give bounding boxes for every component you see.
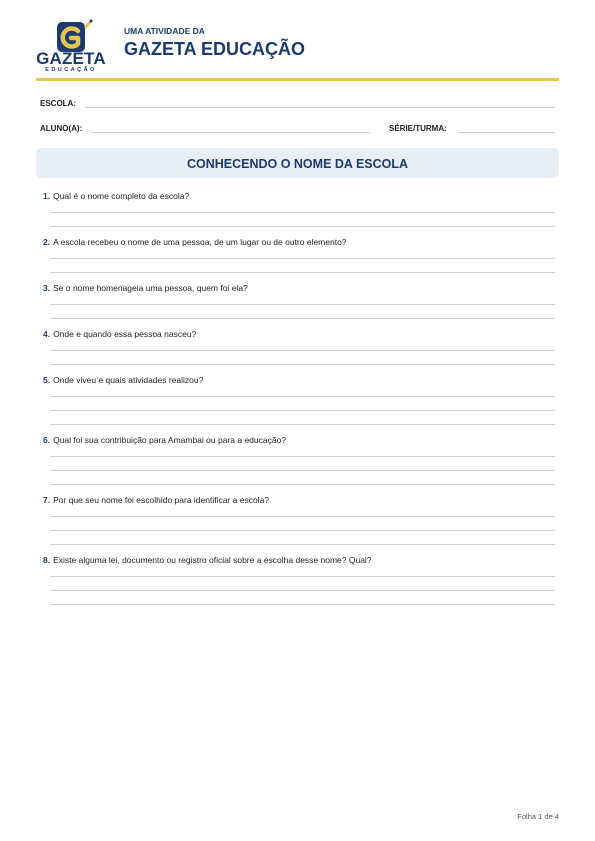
escola-label: ESCOLA: <box>40 99 76 108</box>
question-number: 3. <box>43 283 51 293</box>
question-3 <box>43 283 248 293</box>
question-text: Onde viveu e quais atividades realizou? <box>53 375 204 385</box>
question-number: 1. <box>43 191 51 201</box>
question-6 <box>43 435 286 445</box>
section-title: CONHECENDO O NOME DA ESCOLA <box>186 157 409 171</box>
answer-line[interactable] <box>50 456 555 457</box>
question-5 <box>43 375 203 385</box>
answer-line[interactable] <box>50 604 555 605</box>
question-number: 5. <box>43 375 51 385</box>
page-number: Folha 1 de 4 <box>517 812 559 821</box>
logo-wordmark: GAZETA <box>36 49 106 68</box>
question-number: 2. <box>43 237 51 247</box>
answer-line[interactable] <box>50 258 555 259</box>
answer-line[interactable] <box>50 576 555 577</box>
section-banner <box>36 148 559 178</box>
answer-line[interactable] <box>50 530 555 531</box>
question-number: 6. <box>43 435 51 445</box>
answer-line[interactable] <box>50 590 555 591</box>
answer-line[interactable] <box>50 318 555 319</box>
header-kicker: UMA ATIVIDADE DA <box>124 26 205 36</box>
question-text: Se o nome homenageia uma pessoa, quem foi ela? <box>53 283 248 293</box>
answer-line[interactable] <box>50 484 555 485</box>
answer-line[interactable] <box>50 272 555 273</box>
question-text: Onde e quando essa pessoa nasceu? <box>53 329 197 339</box>
question-text: Qual é o nome completo da escola? <box>53 191 190 201</box>
serie-label: SÉRIE/TURMA: <box>389 124 447 133</box>
answer-line[interactable] <box>50 350 555 351</box>
aluno-label: ALUNO(A): <box>40 124 83 133</box>
answer-line[interactable] <box>50 226 555 227</box>
question-text: Existe alguma lei, documento ou registro oficial sobre a escolha desse nome? Qual? <box>53 555 372 565</box>
escola-field[interactable] <box>85 107 555 108</box>
logo-subtitle: EDUCAÇÃO <box>45 67 97 73</box>
question-number: 8. <box>43 555 51 565</box>
question-2 <box>43 237 347 247</box>
answer-line[interactable] <box>50 424 555 425</box>
header-divider <box>36 78 559 81</box>
serie-field[interactable] <box>458 132 555 133</box>
header <box>36 14 559 80</box>
answer-line[interactable] <box>50 212 555 213</box>
answer-line[interactable] <box>50 544 555 545</box>
answer-line[interactable] <box>50 396 555 397</box>
aluno-field[interactable] <box>92 132 370 133</box>
question-text: A escola recebeu o nome de uma pessoa, de um lugar ou de outro elemento? <box>53 237 347 247</box>
question-text: Por que seu nome foi escolhido para identificar a escola? <box>53 495 270 505</box>
question-number: 4. <box>43 329 51 339</box>
question-7 <box>43 495 269 505</box>
answer-line[interactable] <box>50 304 555 305</box>
answer-line[interactable] <box>50 364 555 365</box>
question-8 <box>43 555 372 565</box>
question-1 <box>43 191 189 201</box>
question-4 <box>43 329 196 339</box>
answer-line[interactable] <box>50 516 555 517</box>
header-brand: GAZETA EDUCAÇÃO <box>124 39 305 59</box>
question-text: Qual foi sua contribuição para Amambai ou para a educação? <box>53 435 287 445</box>
question-number: 7. <box>43 495 51 505</box>
answer-line[interactable] <box>50 470 555 471</box>
answer-line[interactable] <box>50 410 555 411</box>
